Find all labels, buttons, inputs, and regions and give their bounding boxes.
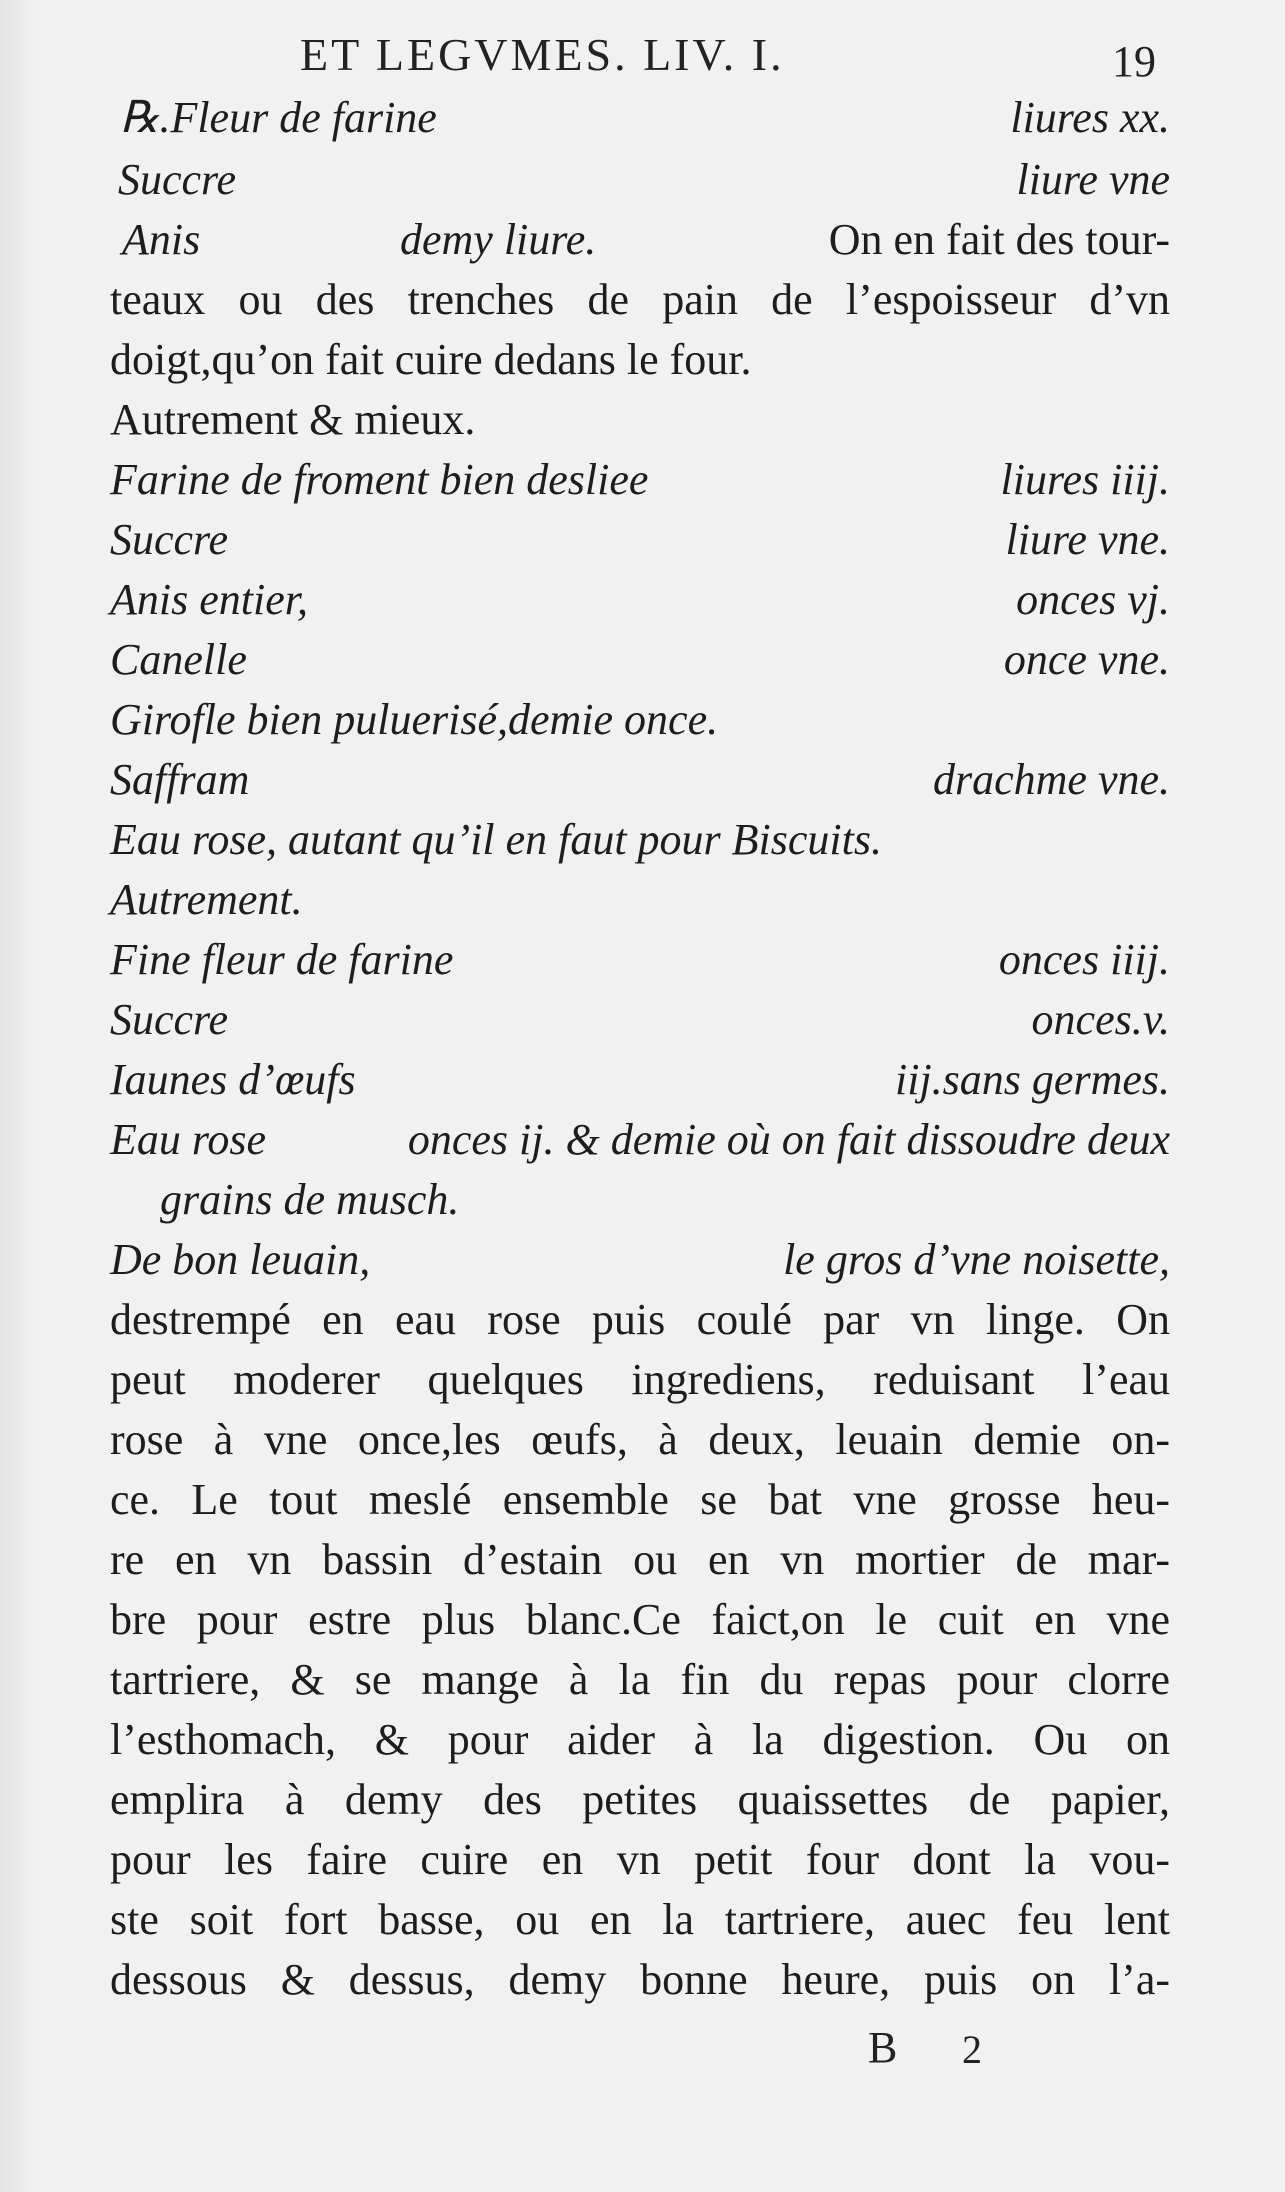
quantity: liures xx. — [1010, 93, 1170, 142]
ingredient: Saffram — [110, 755, 250, 804]
recipe-line — [110, 1112, 1170, 1168]
quantity: onces vj. — [1016, 575, 1170, 624]
quantity: drachme vne. — [932, 755, 1170, 804]
ingredient: Fine fleur de farine — [110, 935, 454, 984]
ingredient: Anis entier, — [110, 575, 308, 624]
recipe-line: Girofle bien puluerisé,demie once. — [110, 695, 719, 744]
quantity: liure vne. — [1005, 515, 1170, 564]
ingredient: Iaunes d’œufs — [110, 1055, 356, 1104]
recipe-heading: Autrement. — [110, 875, 303, 924]
quantity: onces iiij. — [998, 935, 1170, 984]
signature-mark: B — [868, 2023, 898, 2072]
ingredient: Succre — [110, 995, 229, 1044]
text-line: ce. Le tout meslé ensemble se bat vne grosse heu- — [110, 1475, 1170, 1524]
recipe-line — [110, 932, 1170, 988]
text-line: doigt,qu’on fait cuire dedans le four. — [110, 335, 752, 384]
ingredient: Succre — [110, 515, 229, 564]
text-line: peut moderer quelques ingrediens, reduisant l’eau — [110, 1355, 1170, 1404]
recipe-line — [110, 752, 1170, 808]
text-line: ste soit fort basse, ou en la tartriere, auec feu lent — [110, 1895, 1170, 1944]
quantity: onces.v. — [1031, 995, 1170, 1044]
recipe-line — [110, 90, 1170, 146]
recipe-line: grains de musch. — [160, 1175, 460, 1224]
quantity: iij.sans germes. — [895, 1055, 1170, 1104]
recipe-line — [110, 992, 1170, 1048]
page-number: 19 — [1112, 37, 1156, 86]
text-line: emplira à demy des petites quaissettes de papier, — [110, 1775, 1170, 1824]
quantity: liure vne — [1016, 155, 1170, 204]
recipe-line — [110, 632, 1170, 688]
ingredient: Eau rose — [110, 1115, 267, 1164]
recipe-line — [110, 572, 1170, 628]
signature-number: 2 — [962, 2027, 982, 2072]
quantity: onces ij. & demie où on fait dissoudre deux — [407, 1115, 1170, 1164]
recipe-line: Eau rose, autant qu’il en faut pour Biscuits. — [110, 815, 882, 864]
recipe-heading: Autrement & mieux. — [110, 395, 476, 444]
text-line: bre pour estre plus blanc.Ce faict,on le cuit en vne — [110, 1595, 1170, 1644]
text-line: destrempé en eau rose puis coulé par vn linge. On — [110, 1295, 1170, 1344]
ingredient: Anis — [122, 215, 201, 264]
recipe-line — [110, 1052, 1170, 1108]
quantity: once vne. — [1003, 635, 1170, 684]
text-line: tartriere, & se mange à la fin du repas pour clorre — [110, 1655, 1170, 1704]
text-line: pour les faire cuire en vn petit four dont la vou- — [110, 1835, 1170, 1884]
text-line: l’esthomach, & pour aider à la digestion. Ou on — [110, 1715, 1170, 1764]
quantity: le gros d’vne noisette, — [783, 1235, 1170, 1284]
ingredient: De bon leuain, — [110, 1235, 371, 1284]
text-line: On en fait des tour- — [828, 215, 1170, 264]
ingredient: Farine de froment bien desliee — [110, 455, 649, 504]
text-line: rose à vne once,les œufs, à deux, leuain demie on- — [110, 1415, 1170, 1464]
recipe-line — [110, 512, 1170, 568]
text-line: teaux ou des trenches de pain de l’espoisseur d’vn — [110, 275, 1170, 324]
text-line: re en vn bassin d’estain ou en vn mortier de mar- — [110, 1535, 1170, 1584]
page-gutter-shadow — [0, 0, 36, 2192]
running-title: ET LEGVMES. LIV. I. — [300, 29, 785, 80]
ingredient: Canelle — [110, 635, 247, 684]
text-line: dessous & dessus, demy bonne heure, puis on l’a- — [110, 1955, 1170, 2004]
ingredient: Succre — [118, 155, 237, 204]
recipe-line — [110, 452, 1170, 508]
quantity: demy liure. — [400, 215, 597, 264]
ingredient: ℞.Fleur de farine — [120, 93, 437, 142]
quantity: liures iiij. — [1000, 455, 1170, 504]
recipe-line — [110, 1232, 1170, 1288]
recipe-line — [110, 152, 1170, 208]
recipe-line — [110, 212, 1170, 268]
